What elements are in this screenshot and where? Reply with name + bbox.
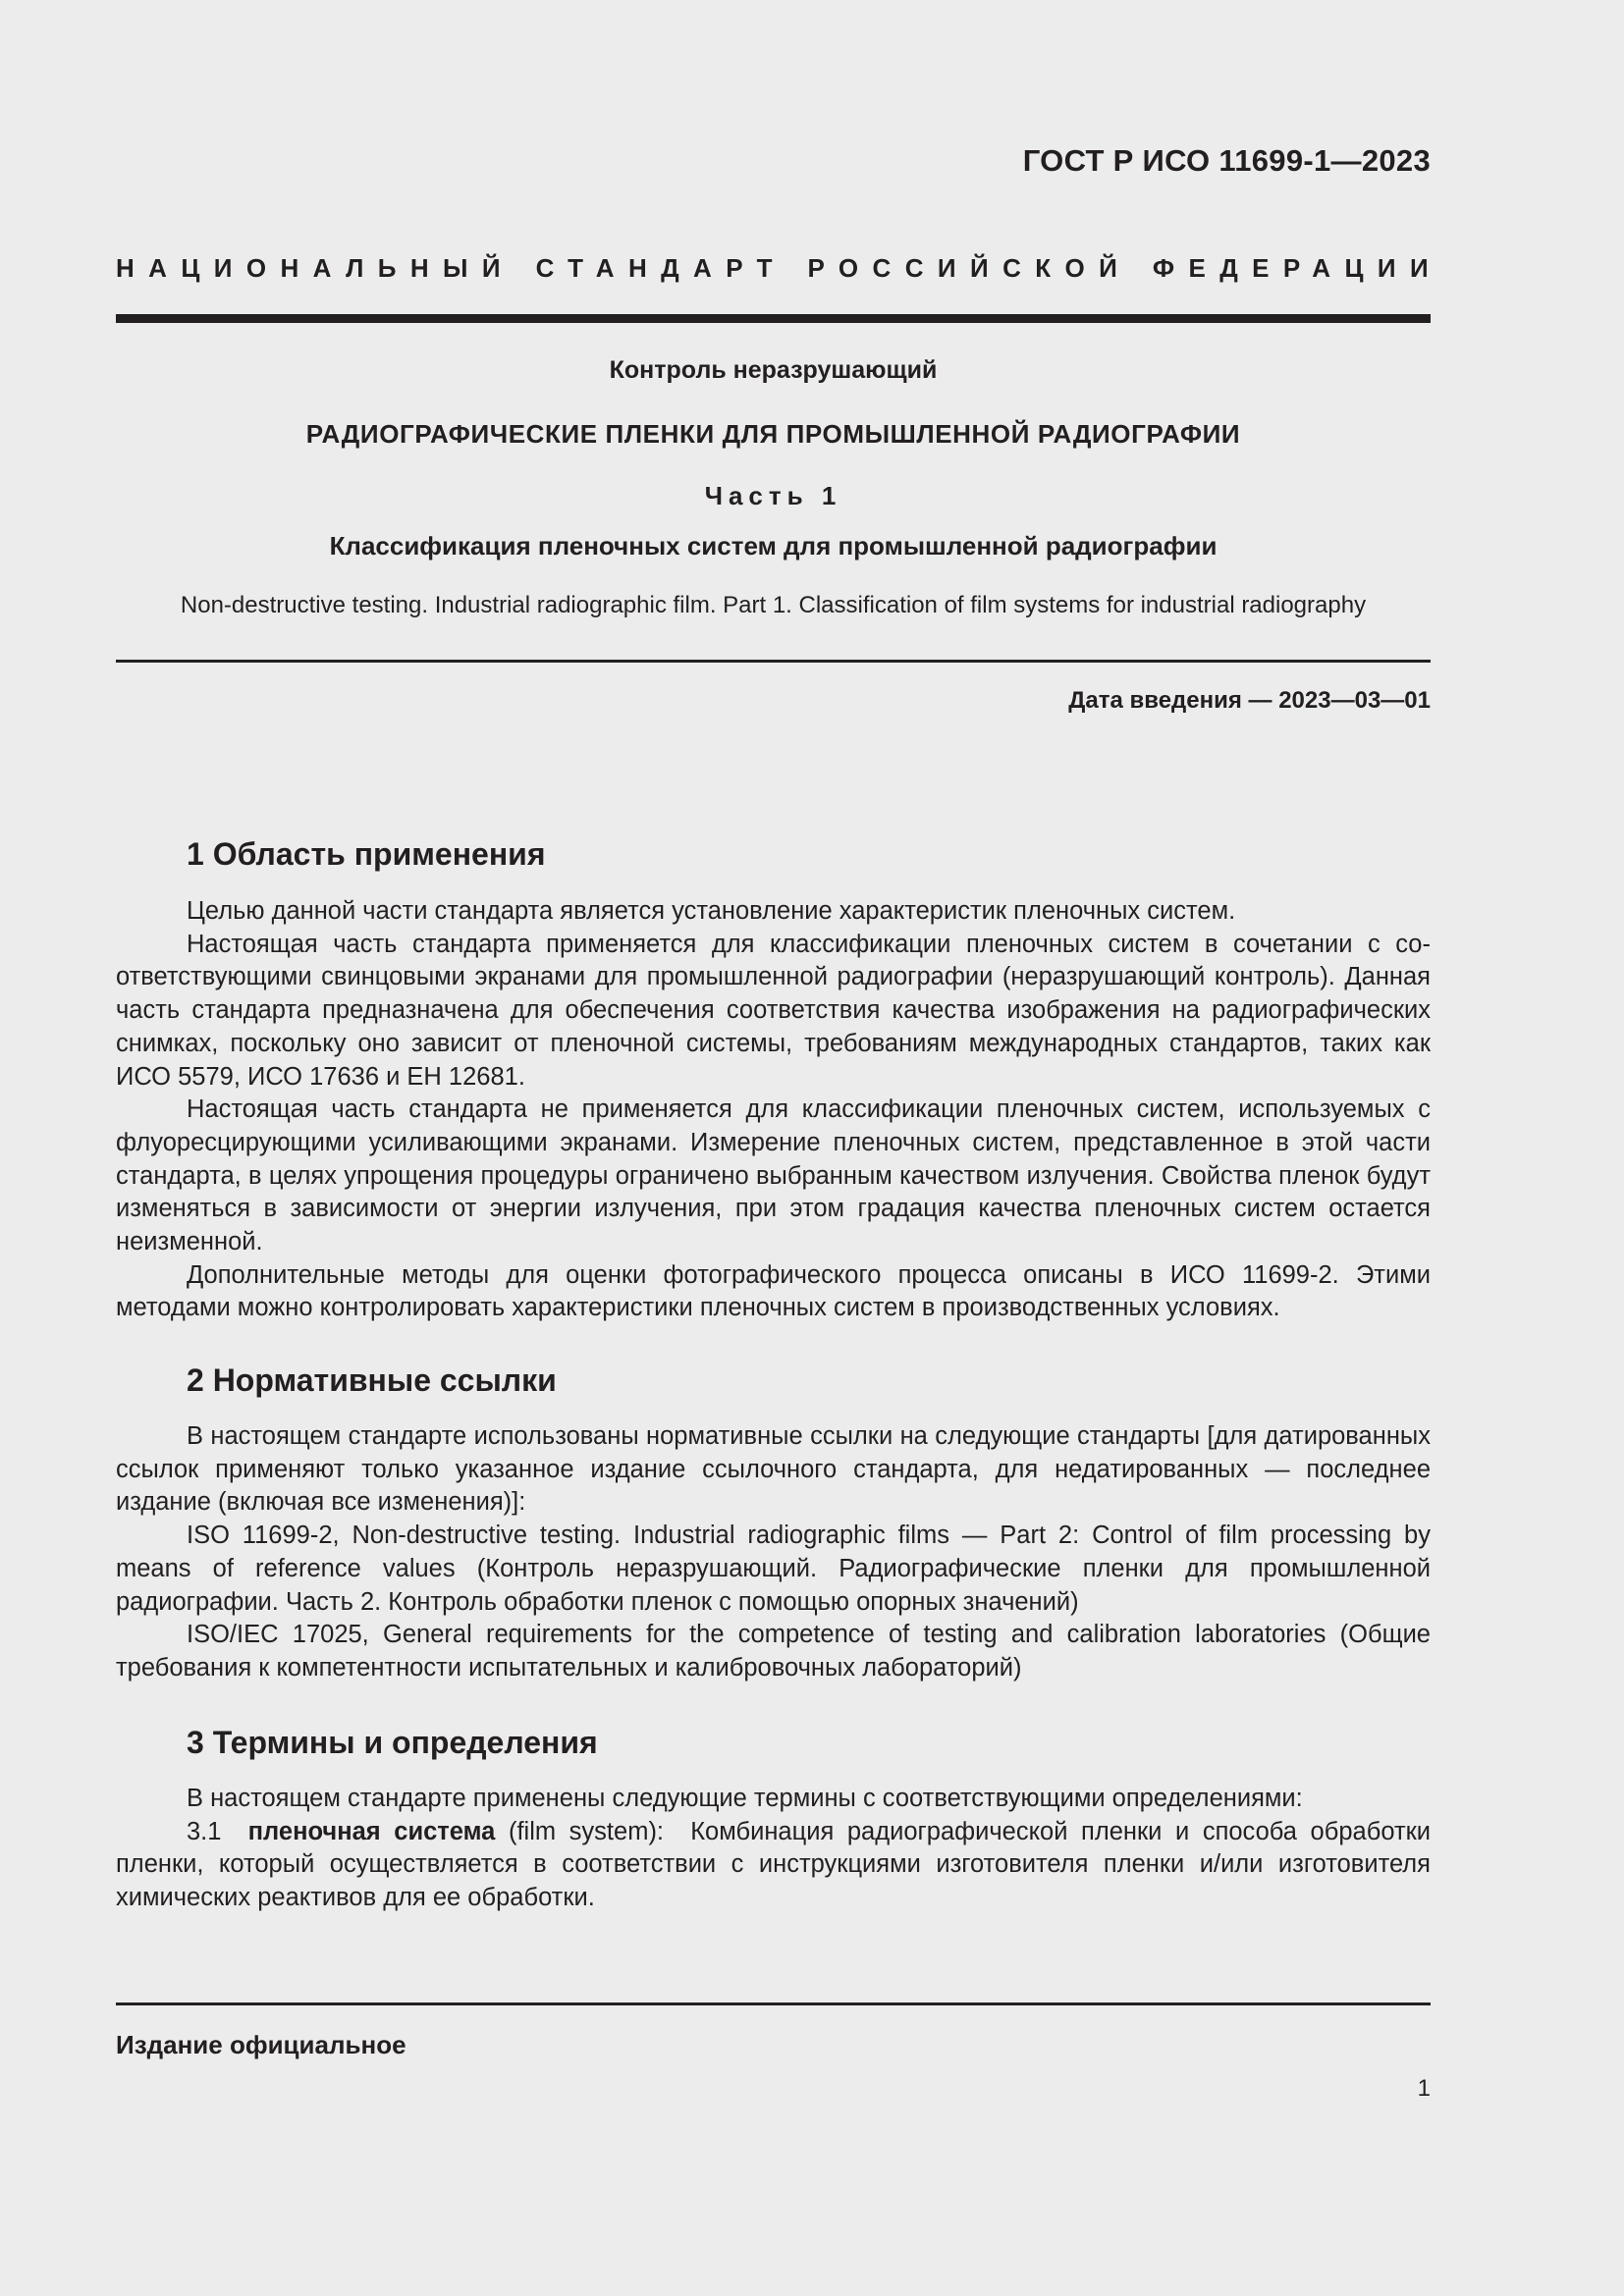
paragraph: Целью данной части стандарта является установление характеристик пленочных систем.: [187, 897, 1236, 925]
official-edition-label: Издание официальное: [116, 2030, 406, 2059]
title-english: Non-destructive testing. Industrial radiographic film. Part 1. Classification of film systems for industrial radiography: [180, 592, 1367, 618]
title-subtitle: Классификация пленочных систем для промышленной радиографии: [329, 531, 1218, 561]
term-number: 3.1: [187, 1817, 222, 1845]
term-name: пленочная система: [247, 1817, 496, 1845]
page-number: 1: [1417, 2075, 1431, 2102]
title-divider: [116, 660, 1431, 663]
section-heading-terms: 3 Термины и определения: [187, 1725, 598, 1760]
title-main: РАДИОГРАФИЧЕСКИЕ ПЛЕНКИ ДЛЯ ПРОМЫШЛЕННОЙ РАДИОГРАФИИ: [305, 419, 1241, 449]
introduction-date: Дата введения — 2023—03—01: [1068, 687, 1431, 714]
footer-divider: [116, 2002, 1431, 2005]
header-divider-thick: [116, 314, 1431, 323]
section-heading-normative-references: 2 Нормативные ссылки: [187, 1362, 557, 1398]
national-standard-banner: НАЦИОНАЛЬНЫЙ СТАНДАРТ РОССИЙСКОЙ ФЕДЕРАЦИИ: [116, 253, 1443, 283]
paragraph: Настоящая часть стандарта не применяется для классификации пленочных систем, используемых с флуоресцирующими усиливающими экранами. Измерение пленочных систем, представленное в этой части стандарта, в целях упрощения процедуры ограничено выбранным качеством излучения. Свойства пленок будут изменяться в зависимости от энергии излучения, при этом градация качества пленочных систем остается неизменной.: [116, 1095, 1431, 1256]
paragraph: Настоящая часть стандарта применяется для классификации пленочных систем в сочетании с соответствующими свинцовыми экранами для промышленной радиографии (неразрушающий контроль). Данная часть стандарта предназначена для обеспечения соответствия качества изображения на радиографических снимках, поскольку оно зависит от пленочной системы, требованиям международных стандартов, таких как ИСО 5579, ИСО 17636 и ЕН 12681.: [116, 930, 1431, 1091]
reference-item: ISO/IEC 17025, General requirements for the competence of testing and calibration laboratories (Общие требования к компетентности испытательных и калибровочных лабораторий): [116, 1621, 1431, 1682]
title-part: Часть 1: [704, 481, 842, 510]
title-group: Контроль неразрушающий: [609, 356, 938, 384]
section-body-scope: [116, 895, 1431, 1325]
section-heading-scope: 1 Область применения: [187, 836, 546, 872]
document-page: [116, 0, 1443, 2296]
standard-number: ГОСТ Р ИСО 11699-1—2023: [1022, 143, 1431, 178]
paragraph: В настоящем стандарте использованы нормативные ссылки на следующие стандарты [для датированных ссылок применяют только указанное издание ссылочного стандарта, для недатированных — последнее издание (включая все изменения)]:: [116, 1422, 1431, 1517]
term-definition: [116, 1816, 1431, 1915]
paragraph: В настоящем стандарте применены следующие термины с соответствующими определениями:: [187, 1785, 1303, 1812]
reference-item: ISO 11699-2, Non-destructive testing. Industrial radiographic films — Part 2: Control of film processing by means of reference values (Контроль неразрушающий. Радиографические пленки для промышленной радиографии. Часть 2. Контроль обработки пленок с помощью опорных значений): [116, 1522, 1431, 1616]
paragraph: Дополнительные методы для оценки фотографического процесса описаны в ИСО 11699-2. Этими методами можно контролировать характеристики пленочных систем в производственных условиях.: [116, 1260, 1431, 1322]
section-body-terms: [116, 1783, 1431, 1915]
section-body-normative-references: [116, 1420, 1431, 1685]
term-definition-text: Комбинация радиографической пленки и способа обработки пленки, который осуществляется в соответствии с инструкциями изготовителя пленки и/или изготовителя химических реактивов для ее обработки.: [116, 1817, 1432, 1912]
term-english: (film system):: [508, 1817, 665, 1845]
